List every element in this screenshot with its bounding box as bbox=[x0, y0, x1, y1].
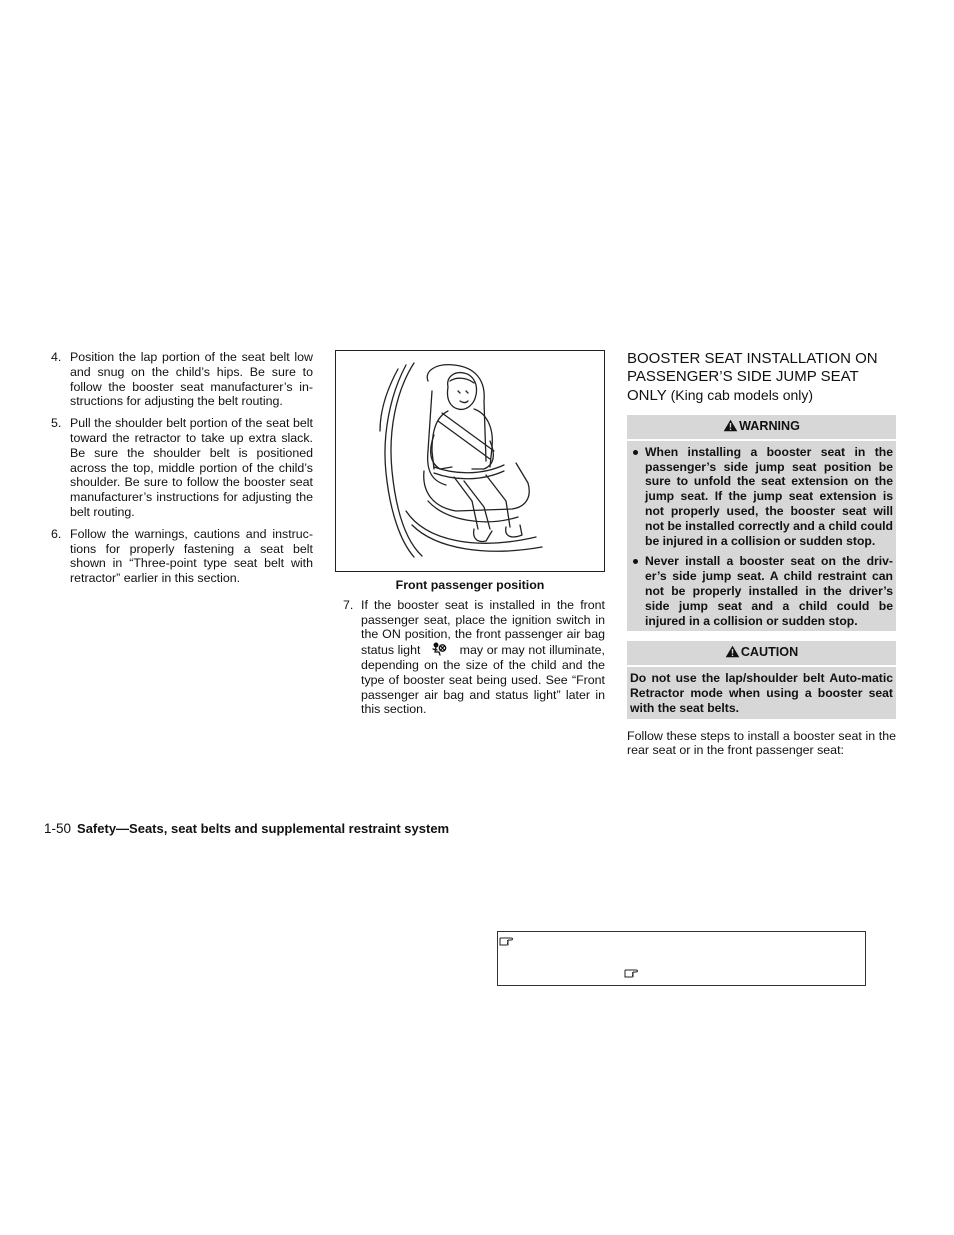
follow-steps-text: Follow these steps to install a booster seat in the rear seat or in the front passenger seat: bbox=[627, 728, 896, 758]
step-number: 5. bbox=[51, 416, 62, 431]
step-item bbox=[48, 527, 313, 586]
middle-column bbox=[335, 350, 605, 724]
warning-bullet: When installing a booster seat in the passenger’s side jump seat position be sure to unfold the seat extension on the jump seat. If the jump seat extension is not properly used, the booster seat will not be installed correctly and a child could be injured in a collision or sudden stop. bbox=[630, 445, 893, 549]
pointing-hand-icon[interactable] bbox=[624, 966, 644, 984]
warning-triangle-icon bbox=[723, 419, 738, 436]
caution-body: Do not use the lap/shoulder belt Auto-matic Retractor mode when using a booster seat with the seat belts. bbox=[630, 671, 893, 715]
page-number: 1-50 bbox=[44, 821, 72, 836]
warning-bullet: Never install a booster seat on the driv-er’s side jump seat. A child restraint can not be properly installed in the driver’s side jump seat and a child could be injured in a collision or sudden stop. bbox=[630, 554, 893, 628]
section-title-main: BOOSTER SEAT INSTALLATION ON PASSENGER’S SIDE JUMP SEAT ONLY bbox=[627, 350, 878, 404]
booster-seat-illustration bbox=[335, 350, 605, 572]
caution-box bbox=[627, 641, 896, 718]
caution-label: CAUTION bbox=[740, 645, 799, 660]
step-item bbox=[48, 350, 313, 409]
section-title-sub: (King cab models only) bbox=[670, 387, 814, 403]
step-text-after: may or may not illuminate, depending on the size of the child and the type of booster seat being used. See “Front passenger air bag and status light” later in this section. bbox=[361, 643, 605, 717]
step-item bbox=[48, 416, 313, 520]
navigation-box bbox=[497, 931, 866, 986]
chapter-title: Safety—Seats, seat belts and supplemental restraint system bbox=[77, 821, 450, 836]
steps-list bbox=[48, 350, 313, 586]
step-item bbox=[335, 598, 605, 717]
warning-body bbox=[627, 441, 896, 632]
step-text-before: If the booster seat is installed in the front passenger seat, place the ignition switch in the ON position, the front passenger air bag status light bbox=[361, 597, 605, 658]
warning-box bbox=[627, 415, 896, 631]
caution-header bbox=[627, 641, 896, 667]
left-column bbox=[48, 350, 313, 593]
steps-list bbox=[335, 598, 605, 717]
step-text: Position the lap portion of the seat belt low and snug on the child’s hips. Be sure to follow the booster seat manufacturer’s in-structions for adjusting the belt routing. bbox=[70, 350, 313, 409]
step-text: Follow the warnings, cautions and instruc-tions for properly fastening a seat belt shown in “Three-point type seat belt with retractor” earlier in this section. bbox=[70, 526, 313, 586]
section-title bbox=[627, 350, 896, 405]
child-booster-seat-drawing bbox=[336, 351, 604, 571]
right-column bbox=[627, 350, 896, 758]
page-footer bbox=[44, 821, 449, 836]
step-number: 7. bbox=[343, 597, 354, 612]
warning-label: WARNING bbox=[739, 419, 800, 433]
step-number: 6. bbox=[51, 526, 62, 541]
airbag-status-icon bbox=[430, 642, 448, 656]
step-number: 4. bbox=[51, 350, 62, 364]
step-text: Pull the shoulder belt portion of the seat belt toward the retractor to take up extra slack. Be sure the shoulder belt is positioned across the top, middle portion of the child’s shoulder. Be sure to follow the booster seat manufacturer’s instructions for adjusting the belt routing. bbox=[70, 416, 313, 519]
caution-triangle-icon bbox=[725, 645, 740, 662]
pointing-hand-icon[interactable] bbox=[499, 934, 519, 952]
warning-header bbox=[627, 415, 896, 441]
figure-caption: Front passenger position bbox=[395, 578, 545, 592]
